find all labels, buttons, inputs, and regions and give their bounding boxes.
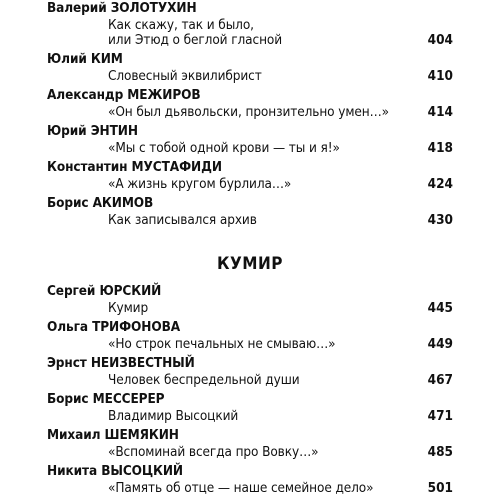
entry-page-number: 418 bbox=[427, 140, 453, 156]
entry-page-number: 410 bbox=[427, 68, 453, 84]
entry-author: Михаил ШЕМЯКИН bbox=[47, 427, 179, 443]
entry-page-number: 445 bbox=[427, 300, 453, 316]
entry-title: Как скажу, так и было, bbox=[108, 17, 254, 33]
entry-title: или Этюд о беглой гласной bbox=[108, 32, 283, 48]
entry-author: Юлий КИМ bbox=[47, 51, 123, 67]
entry-title: Человек беспредельной души bbox=[108, 372, 300, 388]
entry-author: Борис АКИМОВ bbox=[47, 195, 154, 211]
entry-title: «Но строк печальных не смываю…» bbox=[108, 336, 336, 352]
entry-title: Как записывался архив bbox=[108, 212, 257, 228]
entry-author: Ольга ТРИФОНОВА bbox=[47, 319, 181, 335]
entry-page-number: 485 bbox=[427, 444, 453, 460]
entry-title: «Он был дьявольски, пронзительно умен…» bbox=[108, 104, 389, 120]
entry-title: «А жизнь кругом бурлила…» bbox=[108, 176, 292, 192]
entry-author: Константин МУСТАФИДИ bbox=[47, 159, 222, 175]
entry-title: «Вспоминай всегда про Вовку…» bbox=[108, 444, 319, 460]
entry-page-number: 414 bbox=[427, 104, 453, 120]
entry-page-number: 404 bbox=[427, 32, 453, 48]
entry-title: «Мы с тобой одной крови — ты и я!» bbox=[108, 140, 340, 156]
entry-title: Владимир Высоцкий bbox=[108, 408, 239, 424]
entry-title: Словесный эквилибрист bbox=[108, 68, 262, 84]
section-heading: КУМИР bbox=[216, 254, 284, 274]
entry-page-number: 471 bbox=[427, 408, 453, 424]
entry-title: «Память об отце — наше семейное дело» bbox=[108, 480, 374, 496]
entry-page-number: 424 bbox=[427, 176, 453, 192]
entry-author: Александр МЕЖИРОВ bbox=[47, 87, 201, 103]
entry-title: Кумир bbox=[108, 300, 149, 316]
entry-author: Борис МЕССЕРЕР bbox=[47, 391, 165, 407]
entry-author: Никита ВЫСОЦКИЙ bbox=[47, 463, 183, 479]
entry-page-number: 449 bbox=[427, 336, 453, 352]
entry-author: Эрнст НЕИЗВЕСТНЫЙ bbox=[47, 355, 195, 371]
entry-author: Сергей ЮРСКИЙ bbox=[47, 283, 162, 299]
entry-page-number: 467 bbox=[427, 372, 453, 388]
entry-author: Валерий ЗОЛОТУХИН bbox=[47, 0, 197, 16]
entry-page-number: 430 bbox=[427, 212, 453, 228]
entry-author: Юрий ЭНТИН bbox=[47, 123, 138, 139]
entry-page-number: 501 bbox=[427, 480, 453, 496]
